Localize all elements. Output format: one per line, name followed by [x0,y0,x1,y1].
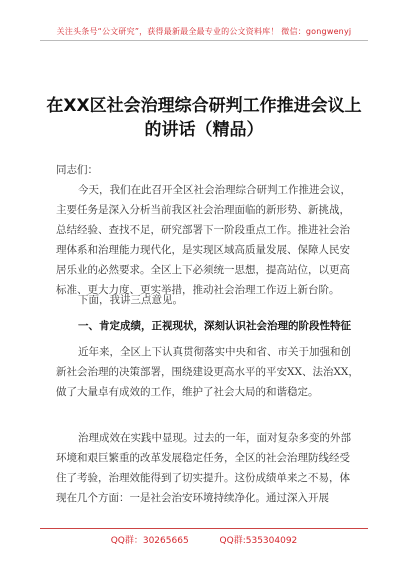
header-divider [40,40,368,41]
footer [0,533,408,546]
paragraph-transition: 下面，我讲三点意见。 [78,294,183,306]
header-notice: 关注头条号“公文研究”，获得最新最全最专业的公文资料库！ 微信：gongwenyj [56,27,352,36]
section-heading: 一、肯定成绩，正视现状，深刻认识社会治理的阶段性特征 [78,320,351,332]
paragraph-effects: 治理成效在实践中显现。过去的一年，面对复杂多变的外部环境和艰巨繁重的改革发展稳定任务，全区的社会治理防线经受住了考验，治理效能得到了切实提升。这份成绩单来之不易，体现在几个方面：一是社会治安环境持续净化。通过深入开展 [56,432,351,504]
footer-qq-group-1: QQ群：30265665 [110,536,189,546]
paragraph-achievements: 近年来，全区上下认真贯彻落实中央和省、市关于加强和创新社会治理的决策部署，围绕建设更高水平的平安XX、法治XX，做了大量卓有成效的工作，维护了社会大局的和谐稳定。 [56,346,359,398]
document-title: 在XX区社会治理综合研判工作推进会议上的讲话（精品） [46,96,362,140]
footer-qq-group-2: QQ群:535304092 [219,536,298,546]
footer-divider [40,528,368,529]
paragraph-intro: 今天，我们在此召开全区社会治理综合研判工作推进会议，主要任务是深入分析当前我区社会治理面临的新形势、新挑战，总结经验、查找不足，研究部署下一阶段重点工作。推进社会治理体系和治理能力现代化，是实现区域高质量发展、保障人民安居乐业的必然要求。全区上下必须统一思想，提高站位，以更高标准、更大力度、更实举措，推动社会治理工作迈上新台阶。 [56,184,351,296]
salutation: 同志们： [56,164,98,176]
